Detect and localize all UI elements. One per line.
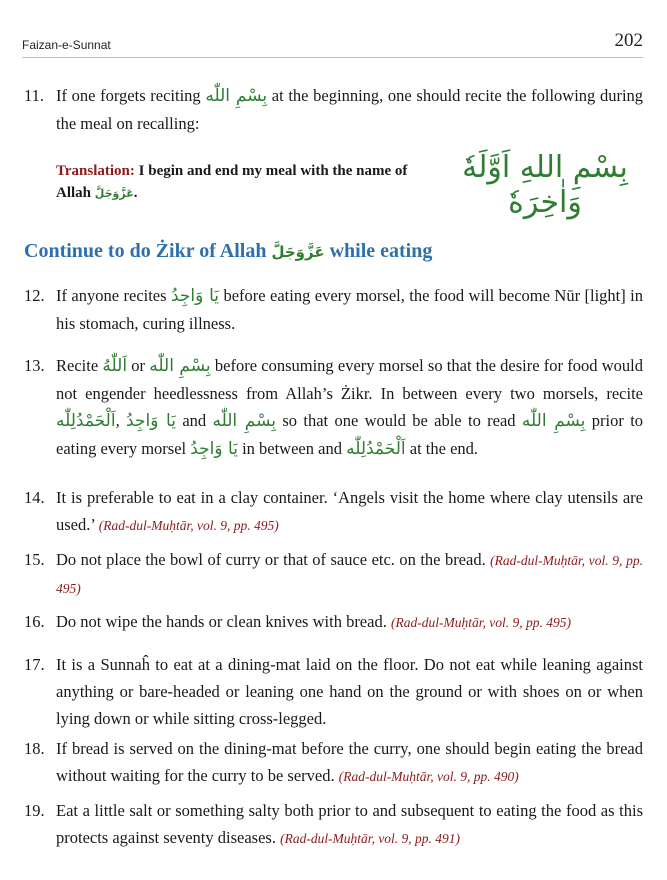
running-title: Faizan-e-Sunnat xyxy=(22,38,111,52)
citation: (Rad-dul-Muḥtār, vol. 9, pp. 495) xyxy=(390,615,571,630)
item-text: It is a Sunnaĥ to eat at a dining-mat laid on the floor. Do not eat while leaning against anything or bare-headed or leaning one hand on the ground or with shoes on or when lying down or while sitting cross-legged. xyxy=(56,655,643,728)
translation-block: Translation: I begin and end my meal with the name of Allah عَزَّوَجَلَّ. xyxy=(56,163,408,201)
list-item-19 xyxy=(24,797,643,852)
list-item-16 xyxy=(24,608,643,636)
arabic-phrase: اَلْحَمْدُلِلّٰه xyxy=(346,439,406,459)
list-item-13 xyxy=(24,352,643,463)
item-text: Do not place the bowl of curry or that of sauce etc. on the bread. (Rad-dul-Muḥtār, vol. 9, pp. 495) xyxy=(56,550,643,596)
arabic-phrase: اَلْحَمْدُلِلّٰه xyxy=(56,411,116,431)
item-number: 11. xyxy=(24,86,45,105)
item-number: 13. xyxy=(24,356,45,375)
item-text: If one forgets reciting بِسْمِ اللّٰه at the beginning, one should recite the following during the meal on recalling: xyxy=(56,86,644,133)
translation-label: Translation: xyxy=(56,163,135,179)
arabic-phrase: بِسْمِ اللّٰه xyxy=(521,411,586,431)
arabic-phrase: بِسْمِ اللّٰه xyxy=(212,411,276,431)
list-item-11 xyxy=(24,82,643,137)
item-text: If anyone recites يَا وَاجِدُ before eating every morsel, the food will become Nūr [light] in his stomach, curing illness. xyxy=(56,286,643,333)
item-number: 17. xyxy=(24,655,45,674)
item-text: Recite اَللّٰهُ or بِسْمِ اللّٰه before consuming every morsel so that the desire for food would not engender heedlessness from Allah’s Żikr. In between every two morsels, recite اَلْحَمْدُلِلّٰه, يَا وَاجِدُ and بِسْمِ اللّٰه so that one would be able to read بِسْمِ اللّٰه prior to eating every morsel يَا وَاجِدُ in between and اَلْحَمْدُلِلّٰه at the end. xyxy=(56,356,644,459)
arabic-dua: بِسْمِ اللهِ اَوَّلَهٗ وَاٰخِرَهٗ xyxy=(462,150,628,220)
page-number: 202 xyxy=(614,30,643,51)
item-text: It is preferable to eat in a clay container. ‘Angels visit the home where clay utensils are used.’ (Rad-dul-Muḥtār, vol. 9, pp. 495) xyxy=(56,488,643,534)
page-header xyxy=(22,30,643,58)
translation-text: I begin and end my meal with the name of Allah xyxy=(56,163,408,201)
item-text: Do not wipe the hands or clean knives with bread. (Rad-dul-Muḥtār, vol. 9, pp. 495) xyxy=(56,612,571,631)
arabic-phrase: بِسْمِ اللّٰه xyxy=(205,86,268,106)
item-number: 19. xyxy=(24,801,45,820)
citation: (Rad-dul-Muḥtār, vol. 9, pp. 495) xyxy=(56,553,643,596)
list-item-17 xyxy=(24,651,643,732)
item-number: 18. xyxy=(24,739,45,758)
arabic-honorific: عَزَّوَجَلَّ xyxy=(94,187,134,200)
list-item-12 xyxy=(24,282,643,337)
item-text: Eat a little salt or something salty both prior to and subsequent to eating the food as this protects against seventy diseases. (Rad-dul-Muḥtār, vol. 9, pp. 491) xyxy=(56,801,643,847)
item-number: 16. xyxy=(24,612,45,631)
item-number: 14. xyxy=(24,488,45,507)
list-item-15 xyxy=(24,546,643,602)
item-number: 15. xyxy=(24,550,45,569)
arabic-phrase: يَا وَاجِدُ xyxy=(126,411,176,431)
list-item-18 xyxy=(24,735,643,790)
citation: (Rad-dul-Muḥtār, vol. 9, pp. 491) xyxy=(280,831,461,846)
citation: (Rad-dul-Muḥtār, vol. 9, pp. 490) xyxy=(338,769,519,784)
arabic-phrase: يَا وَاجِدُ xyxy=(171,286,219,306)
section-heading: Continue to do Żikr of Allah عَزَّوَجَلَّ while eating xyxy=(24,240,433,262)
citation: (Rad-dul-Muḥtār, vol. 9, pp. 495) xyxy=(98,518,279,533)
arabic-phrase: يَا وَاجِدُ xyxy=(190,439,238,459)
item-text: If bread is served on the dining-mat before the curry, one should begin eating the bread without waiting for the curry to be served. (Rad-dul-Muḥtār, vol. 9, pp. 490) xyxy=(56,739,643,785)
list-item-14 xyxy=(24,484,643,539)
arabic-honorific: عَزَّوَجَلَّ xyxy=(271,243,325,261)
arabic-phrase: اَللّٰهُ xyxy=(102,356,128,376)
item-number: 12. xyxy=(24,286,45,305)
arabic-phrase: بِسْمِ اللّٰه xyxy=(149,356,211,376)
